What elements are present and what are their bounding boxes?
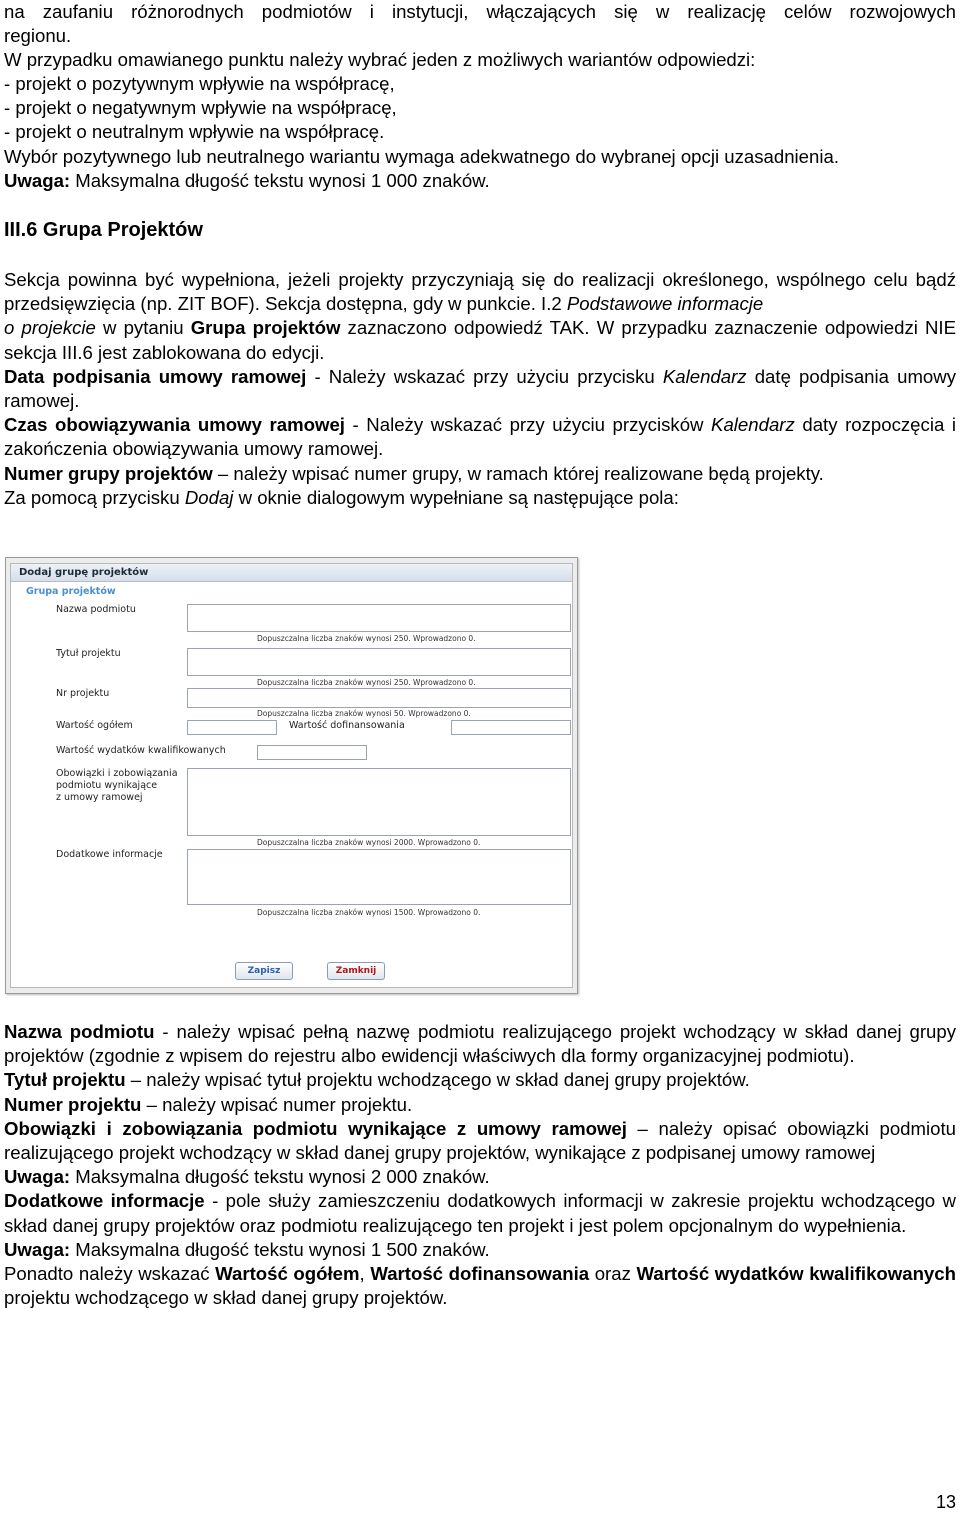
para-text: – należy wpisać numer grupy, w ramach której realizowane będą projekty. bbox=[212, 462, 824, 484]
para-bold: Obowiązki i zobowiązania podmiotu wynikające z umowy ramowej bbox=[4, 1117, 627, 1139]
para-bold: Czas obowiązywania umowy ramowej bbox=[4, 414, 345, 436]
para-text: w oknie dialogowym wypełniane są następujące pola: bbox=[233, 486, 679, 508]
text-line: Wybór pozytywnego lub neutralnego wariantu wymaga adekwatnego do wybranej opcji uzasadnienia. bbox=[4, 146, 839, 167]
para-text: – należy opisać obowiązki podmiotu realizującego projekt wchodzący w skład danej grupy projektów, wynikające z podpisanej umowy ramowej bbox=[4, 1117, 956, 1164]
para-italic: Kalendarz bbox=[711, 414, 795, 436]
obow-label: Obowiązki i zobowiązania bbox=[56, 768, 178, 779]
dialog-title: Dodaj grupę projektów bbox=[11, 564, 572, 582]
nr-label: Nr projektu bbox=[56, 688, 110, 699]
list-item: - projekt o neutralnym wpływie na współpracę. bbox=[4, 121, 385, 142]
text-line: na zaufaniu różnorodnych podmiotów i instytucji, włączających się w realizację celów rozwojowych bbox=[4, 1, 956, 22]
fields-description bbox=[4, 1020, 956, 1310]
para-text: projektu wchodzącego w skład danej grupy projektów. bbox=[4, 1287, 448, 1309]
para-bold: Numer projektu bbox=[4, 1093, 142, 1115]
obow-hint: Dopuszczalna liczba znaków wynosi 2000. Wprowadzono 0. bbox=[257, 838, 481, 847]
obow-label: z umowy ramowej bbox=[56, 792, 143, 803]
para-italic: Podstawowe informacje bbox=[566, 293, 764, 315]
para-text: w pytaniu bbox=[95, 317, 191, 339]
dialog-window bbox=[10, 563, 573, 988]
para-bold: Dodatkowe informacje bbox=[4, 1190, 205, 1212]
para-bold: Uwaga: bbox=[4, 1238, 71, 1260]
nazwa-field[interactable] bbox=[187, 604, 571, 632]
para-bold: Wartość wydatków kwalifikowanych bbox=[636, 1263, 956, 1285]
wydatki-label: Wartość wydatków kwalifikowanych bbox=[56, 745, 226, 756]
para-text: - pole służy zamieszczeniu dodatkowych informacji w zakresie projektu wchodzącego w skład danej grupy projektów oraz podmiotu realizującego ten projekt i jest polem opcjonalnym do wypełnienia. bbox=[4, 1190, 956, 1236]
para-bold: Numer grupy projektów bbox=[4, 462, 213, 484]
dialog-section-label: Grupa projektów bbox=[26, 586, 116, 597]
tytul-field[interactable] bbox=[187, 648, 571, 676]
para-text: Ponadto należy wskazać bbox=[4, 1263, 216, 1285]
section-heading: III.6 Grupa Projektów bbox=[4, 219, 203, 241]
para-italic: o projekcie bbox=[4, 317, 96, 339]
para-bold: Data podpisania umowy ramowej bbox=[4, 365, 307, 387]
tytul-hint: Dopuszczalna liczba znaków wynosi 250. Wprowadzono 0. bbox=[257, 678, 476, 687]
text-line: W przypadku omawianego punktu należy wybrać jeden z możliwych wariantów odpowiedzi: bbox=[4, 49, 756, 70]
note-text: Maksymalna długość tekstu wynosi 1 000 znaków. bbox=[70, 170, 490, 191]
para-text: datę podpisania umowy ramowej. bbox=[4, 365, 957, 412]
para-text: - Należy wskazać przy użyciu przycisków bbox=[344, 414, 712, 436]
section-body bbox=[4, 268, 956, 510]
close-button[interactable]: Zamknij bbox=[327, 962, 385, 980]
nr-field[interactable] bbox=[187, 688, 571, 708]
wartosc-label: Wartość ogółem bbox=[56, 720, 133, 731]
note bbox=[4, 169, 956, 193]
dodatkowe-label: Dodatkowe informacje bbox=[56, 849, 163, 860]
para-text: Za pomocą przycisku bbox=[4, 486, 185, 508]
dodatkowe-hint: Dopuszczalna liczba znaków wynosi 1500. Wprowadzono 0. bbox=[257, 908, 481, 917]
obow-field[interactable] bbox=[187, 768, 571, 836]
text-line: regionu. bbox=[4, 25, 72, 46]
para-bold: Grupa projektów bbox=[190, 317, 341, 339]
para-text: Sekcja powinna być wypełniona, jeżeli projekty przyczyniają się do realizacji określonego, wspólnego celu bądź przedsięwzięcia (np. ZIT BOF). Sekcja dostępna, gdy w punkcie. I.2 bbox=[4, 269, 956, 315]
nazwa-label: Nazwa podmiotu bbox=[56, 604, 136, 615]
para-italic: Dodaj bbox=[184, 486, 234, 508]
para-text: - Należy wskazać przy użyciu przycisku bbox=[306, 365, 663, 387]
tytul-label: Tytuł projektu bbox=[56, 648, 121, 659]
para-text: - należy wpisać pełną nazwę podmiotu realizującego projekt wchodzący w skład danej grupy projektów (zgodnie z wpisem do rejestru albo ewidencji właściwych dla formy organizacyjnej podmiotu). bbox=[4, 1021, 957, 1067]
wartosc-field[interactable] bbox=[187, 720, 277, 735]
para-text: oraz bbox=[589, 1263, 637, 1285]
nr-hint: Dopuszczalna liczba znaków wynosi 50. Wprowadzono 0. bbox=[257, 709, 471, 718]
save-button[interactable]: Zapisz bbox=[235, 962, 293, 980]
para-bold: Wartość ogółem bbox=[215, 1263, 360, 1285]
obow-label: podmiotu wynikające bbox=[56, 780, 158, 791]
para-text: – należy wpisać tytuł projektu wchodzącego w skład danej grupy projektów. bbox=[125, 1069, 750, 1091]
para-text: zaznaczono odpowiedź TAK. W przypadku zaznaczenie odpowiedzi NIE sekcja III.6 jest zablokowana do edycji. bbox=[4, 317, 957, 363]
list-item: - projekt o pozytywnym wpływie na współpracę, bbox=[4, 73, 395, 94]
para-text: – należy wpisać numer projektu. bbox=[141, 1093, 413, 1115]
para-bold: Nazwa podmiotu bbox=[4, 1021, 155, 1042]
para-italic: Kalendarz bbox=[662, 365, 747, 387]
note-label: Uwaga: bbox=[4, 170, 71, 191]
para-text: , bbox=[359, 1263, 371, 1285]
dofin-field[interactable] bbox=[451, 720, 571, 735]
dodatkowe-field[interactable] bbox=[187, 849, 571, 905]
para-text: daty rozpoczęcia i zakończenia obowiązywania umowy ramowej. bbox=[4, 414, 956, 460]
para-bold: Tytuł projektu bbox=[4, 1069, 126, 1091]
list-item: - projekt o negatywnym wpływie na współpracę, bbox=[4, 97, 397, 118]
dofin-label: Wartość dofinansowania bbox=[289, 720, 405, 731]
dialog-screenshot bbox=[5, 557, 578, 994]
page-number: 13 bbox=[935, 1492, 956, 1512]
para-bold: Wartość dofinansowania bbox=[370, 1263, 590, 1285]
para-bold: Uwaga: bbox=[4, 1166, 71, 1188]
para-text: Maksymalna długość tekstu wynosi 1 500 znaków. bbox=[70, 1238, 490, 1260]
para-text: Maksymalna długość tekstu wynosi 2 000 znaków. bbox=[70, 1166, 490, 1188]
wydatki-field[interactable] bbox=[257, 745, 367, 760]
nazwa-hint: Dopuszczalna liczba znaków wynosi 250. Wprowadzono 0. bbox=[257, 634, 476, 643]
